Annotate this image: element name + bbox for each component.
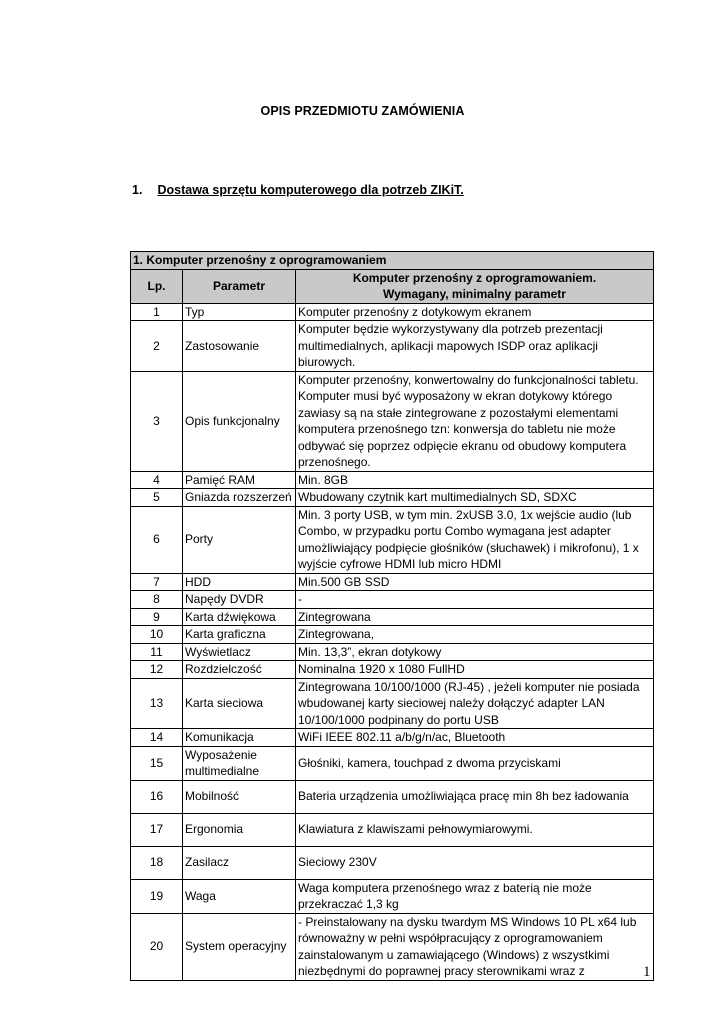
- row-lp: 5: [131, 489, 183, 507]
- table-title: 1. Komputer przenośny z oprogramowaniem: [131, 252, 654, 270]
- row-parametr: Napędy DVDR: [183, 591, 296, 609]
- row-lp: 19: [131, 879, 183, 913]
- row-value: Zintegrowana,: [296, 626, 654, 644]
- row-parametr: Karta graficzna: [183, 626, 296, 644]
- row-lp: 8: [131, 591, 183, 609]
- section-title: Dostawa sprzętu komputerowego dla potrzeb ZIKiT.: [157, 183, 464, 197]
- row-parametr: Opis funkcjonalny: [183, 371, 296, 471]
- document-title: OPIS PRZEDMIOTU ZAMÓWIENIA: [260, 104, 465, 118]
- row-lp: 18: [131, 846, 183, 879]
- row-parametr: Typ: [183, 303, 296, 321]
- table-row: [131, 780, 654, 813]
- row-lp: 6: [131, 506, 183, 573]
- table-row: [131, 661, 654, 679]
- row-value: Waga komputera przenośnego wraz z baterią nie może przekraczać 1,3 kg: [296, 879, 654, 913]
- row-parametr: Karta sieciowa: [183, 678, 296, 729]
- row-value: Wbudowany czytnik kart multimedialnych SD, SDXC: [296, 489, 654, 507]
- row-parametr: Wyświetlacz: [183, 643, 296, 661]
- table-row: [131, 913, 654, 980]
- row-lp: 1: [131, 303, 183, 321]
- row-parametr: Komunikacja: [183, 729, 296, 747]
- row-value: WiFi IEEE 802.11 a/b/g/n/ac, Bluetooth: [296, 729, 654, 747]
- section-heading: [132, 183, 464, 197]
- row-value: Min. 3 porty USB, w tym min. 2xUSB 3.0, 1x wejście audio (lub Combo, w przypadku portu Combo wymagana jest adapter umożliwiający podpięcie głośników (słuchawek) i mikrofonu), 1 x wyjście cyfrowe HDMI lub micro HDMI: [296, 506, 654, 573]
- row-parametr: Gniazda rozszerzeń: [183, 489, 296, 507]
- row-lp: 17: [131, 813, 183, 846]
- row-parametr: Ergonomia: [183, 813, 296, 846]
- row-value: Min. 13,3”, ekran dotykowy: [296, 643, 654, 661]
- row-lp: 2: [131, 321, 183, 372]
- row-lp: 3: [131, 371, 183, 471]
- table-row: [131, 608, 654, 626]
- row-parametr: Rozdzielczość: [183, 661, 296, 679]
- row-parametr: Wyposażenie multimedialne: [183, 746, 296, 780]
- table-row: [131, 471, 654, 489]
- row-parametr: Waga: [183, 879, 296, 913]
- section-number: 1.: [132, 183, 143, 197]
- table-row: [131, 846, 654, 879]
- row-parametr: Karta dźwiękowa: [183, 608, 296, 626]
- table-row: [131, 626, 654, 644]
- row-parametr: Porty: [183, 506, 296, 573]
- row-lp: 10: [131, 626, 183, 644]
- table-row: [131, 729, 654, 747]
- header-lp: Lp.: [131, 269, 183, 303]
- page-number: 1: [643, 964, 651, 980]
- row-value: Bateria urządzenia umożliwiająca pracę min 8h bez ładowania: [296, 780, 654, 813]
- row-lp: 14: [131, 729, 183, 747]
- table-title-row: [131, 252, 654, 270]
- row-lp: 7: [131, 573, 183, 591]
- row-lp: 12: [131, 661, 183, 679]
- row-lp: 4: [131, 471, 183, 489]
- table-row: [131, 321, 654, 372]
- row-parametr: System operacyjny: [183, 913, 296, 980]
- header-value: [296, 269, 654, 303]
- table-row: [131, 573, 654, 591]
- row-value: Sieciowy 230V: [296, 846, 654, 879]
- table-row: [131, 303, 654, 321]
- table-row: [131, 506, 654, 573]
- table-header-row: [131, 269, 654, 303]
- row-value: Komputer przenośny z dotykowym ekranem: [296, 303, 654, 321]
- row-value: Zintegrowana: [296, 608, 654, 626]
- table-row: [131, 879, 654, 913]
- table-row: [131, 371, 654, 471]
- row-parametr: Zasilacz: [183, 846, 296, 879]
- row-lp: 15: [131, 746, 183, 780]
- row-value: - Preinstalowany na dysku twardym MS Windows 10 PL x64 lub równoważny w pełni współpracujący z oprogramowaniem zainstalowanym u zamawiającego (Windows) z wszystkimi niezbędnymi do poprawnej pracy sterownikami wraz z: [296, 913, 654, 980]
- table-row: [131, 643, 654, 661]
- table-row: [131, 489, 654, 507]
- row-value: -: [296, 591, 654, 609]
- row-lp: 9: [131, 608, 183, 626]
- row-lp: 13: [131, 678, 183, 729]
- table-row: [131, 813, 654, 846]
- row-value: Zintegrowana 10/100/1000 (RJ-45) , jeżeli komputer nie posiada wbudowanej karty sieciowej należy dołączyć adapter LAN 10/100/1000 podpinany do portu USB: [296, 678, 654, 729]
- row-value: Komputer przenośny, konwertowalny do funkcjonalności tabletu. Komputer musi być wyposażony w ekran dotykowy którego zawiasy są na stałe zintegrowane z pozostałymi elementami komputera przenośnego tzn: konwersja do tabletu nie może odbywać się poprzez odpięcie ekranu od obudowy komputera przenośnego.: [296, 371, 654, 471]
- row-value: Nominalna 1920 x 1080 FullHD: [296, 661, 654, 679]
- row-parametr: Pamięć RAM: [183, 471, 296, 489]
- row-lp: 16: [131, 780, 183, 813]
- row-value: Min. 8GB: [296, 471, 654, 489]
- row-value: Komputer będzie wykorzystywany dla potrzeb prezentacji multimedialnych, aplikacji mapowych ISDP oraz aplikacji biurowych.: [296, 321, 654, 372]
- row-lp: 11: [131, 643, 183, 661]
- table-row: [131, 746, 654, 780]
- row-lp: 20: [131, 913, 183, 980]
- header-value-line2: Wymagany, minimalny parametr: [383, 287, 566, 301]
- table-row: [131, 678, 654, 729]
- row-parametr: HDD: [183, 573, 296, 591]
- row-parametr: Zastosowanie: [183, 321, 296, 372]
- row-parametr: Mobilność: [183, 780, 296, 813]
- row-value: Min.500 GB SSD: [296, 573, 654, 591]
- row-value: Klawiatura z klawiszami pełnowymiarowymi.: [296, 813, 654, 846]
- table-row: [131, 591, 654, 609]
- spec-table: [130, 251, 654, 981]
- header-value-line1: Komputer przenośny z oprogramowaniem.: [352, 270, 597, 285]
- row-value: Głośniki, kamera, touchpad z dwoma przyciskami: [296, 746, 654, 780]
- header-parametr: Parametr: [183, 269, 296, 303]
